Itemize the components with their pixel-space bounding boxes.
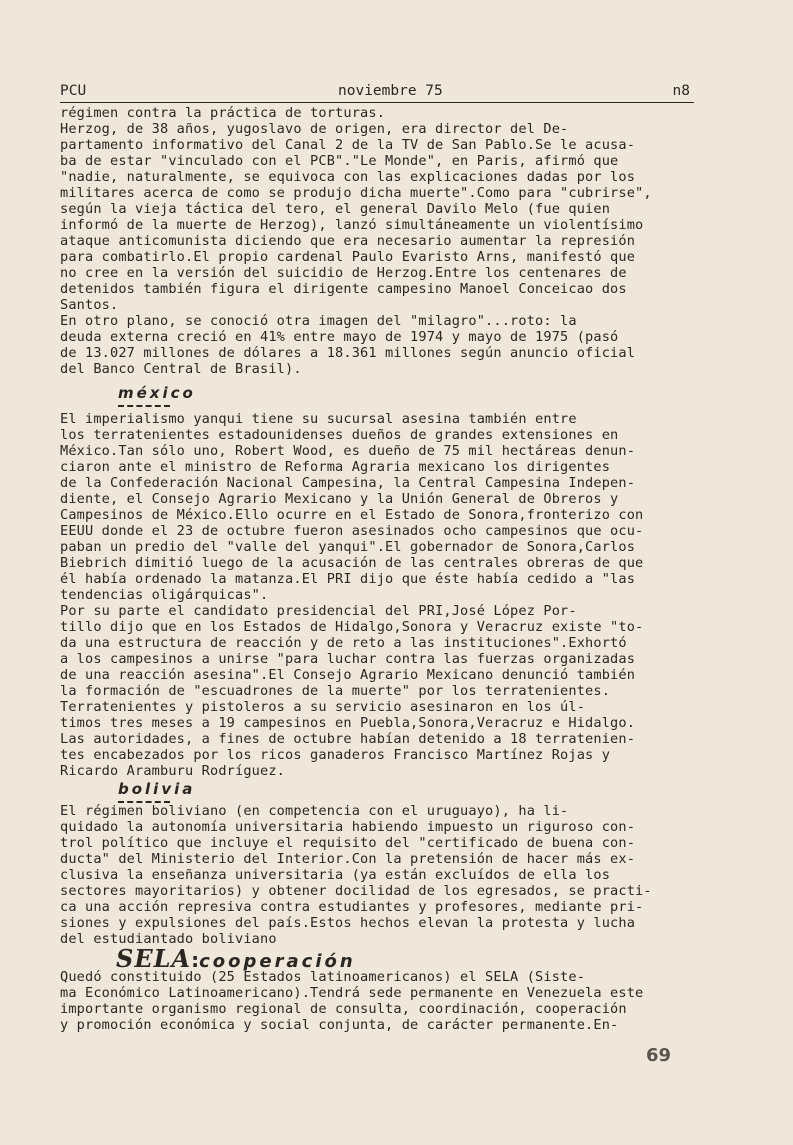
text-line: ataque anticomunista diciendo que era necesario aumentar la represión xyxy=(60,233,636,249)
text-line: él había ordenado la matanza.El PRI dijo que éste había cedido a "las xyxy=(60,571,636,587)
text-line: da una estructura de reacción y de reto a las instituciones".Exhortó xyxy=(60,635,627,651)
text-line: Ricardo Aramburu Rodríguez. xyxy=(60,763,286,779)
text-line: México.Tan sólo uno, Robert Wood, es dueño de 75 mil hectáreas denun- xyxy=(60,443,636,459)
text-line: siones y expulsiones del país.Estos hechos elevan la protesta y lucha xyxy=(60,915,636,931)
text-line: Terratenientes y pistoleros a su servicio asesinaron en los úl- xyxy=(60,699,586,715)
text-line: Campesinos de México.Ello ocurre en el Estado de Sonora,fronterizo con xyxy=(60,507,644,523)
sela-subtitle: cooperación xyxy=(199,951,356,972)
text-line: a los campesinos a unirse "para luchar contra las fuerzas organizadas xyxy=(60,651,636,667)
header-publication: PCU xyxy=(60,83,87,99)
text-line: EEUU donde el 23 de octubre fueron asesinados ocho campesinos que ocu- xyxy=(60,523,644,539)
text-line: del estudiantado boliviano xyxy=(60,931,277,947)
text-line: paban un predio del "valle del yanqui".El gobernador de Sonora,Carlos xyxy=(60,539,636,555)
text-line: no cree en la versión del suicidio de Herzog.Entre los centenares de xyxy=(60,265,627,281)
text-line: importante organismo regional de consulta, coordinación, cooperación xyxy=(60,1001,627,1017)
text-line: según la vieja táctica del tero, el general Davilo Melo (fue quien xyxy=(60,201,611,217)
text-line: ca una acción represiva contra estudiantes y profesores, mediante pri- xyxy=(60,899,644,915)
text-line: los terratenientes estadounidenses dueños de grandes extensiones en xyxy=(60,427,619,443)
text-line: tendencias oligárquicas". xyxy=(60,587,269,603)
header-date: noviembre 75 xyxy=(338,83,443,99)
text-line: informó de la muerte de Herzog), lanzó simultáneamente un violentísimo xyxy=(60,217,644,233)
text-line: diente, el Consejo Agrario Mexicano y la Unión General de Obreros y xyxy=(60,491,619,507)
text-line: Por su parte el candidato presidencial del PRI,José López Por- xyxy=(60,603,577,619)
text-line: Biebrich dimitió luego de la acusación de las centrales obreras de que xyxy=(60,555,644,571)
page-number: 69 xyxy=(646,1045,672,1066)
section-heading-mexico: méxico xyxy=(118,384,196,402)
text-line: Herzog, de 38 años, yugoslavo de origen, era director del De- xyxy=(60,121,569,137)
text-line: tes encabezados por los ricos ganaderos Francisco Martínez Rojas y xyxy=(60,747,611,763)
header-issue-number: n8 xyxy=(672,83,690,99)
text-line: deuda externa creció en 41% entre mayo de 1974 y mayo de 1975 (pasó xyxy=(60,329,619,345)
text-line: ciaron ante el ministro de Reforma Agraria mexicano los dirigentes xyxy=(60,459,611,475)
text-line: de 13.027 millones de dólares a 18.361 millones según anuncio oficial xyxy=(60,345,636,361)
text-line: timos tres meses a 19 campesinos en Puebla,Sonora,Veracruz e Hidalgo. xyxy=(60,715,636,731)
text-line: detenidos también figura el dirigente campesino Manoel Conceicao dos xyxy=(60,281,627,297)
section-heading-sela xyxy=(116,944,356,973)
text-line: sectores mayoritarios) y obtener docilidad de los egresados, se practi- xyxy=(60,883,652,899)
text-line: Las autoridades, a fines de octubre habían detenido a 18 terratenien- xyxy=(60,731,636,747)
text-line: tillo dijo que en los Estados de Hidalgo,Sonora y Veracruz existe "to- xyxy=(60,619,644,635)
text-line: En otro plano, se conoció otra imagen del "milagro"...roto: la xyxy=(60,313,577,329)
text-line: Quedó constituido (25 Estados latinoamericanos) el SELA (Siste- xyxy=(60,969,586,985)
text-line: ba de estar "vinculado con el PCB"."Le Monde", en Paris, afirmó que xyxy=(60,153,619,169)
text-line: "nadie, naturalmente, se equivoca con las explicaciones dadas por los xyxy=(60,169,636,185)
text-line: clusiva la enseñanza universitaria (ya están excluídos de ella los xyxy=(60,867,611,883)
sela-colon: : xyxy=(191,948,200,972)
text-line: quidado la autonomía universitaria habiendo impuesto un riguroso con- xyxy=(60,819,636,835)
text-line: militares acerca de como se produjo dicha muerte".Como para "cubrirse", xyxy=(60,185,652,201)
text-line: de la Confederación Nacional Campesina, la Central Campesina Indepen- xyxy=(60,475,636,491)
page-header xyxy=(60,82,694,103)
text-line: y promoción económica y social conjunta, de carácter permanente.En- xyxy=(60,1017,619,1033)
text-line: régimen contra la práctica de torturas. xyxy=(60,105,386,121)
text-line: trol político que incluye el requisito del "certificado de buena con- xyxy=(60,835,636,851)
text-line: partamento informativo del Canal 2 de la TV de San Pablo.Se le acusa- xyxy=(60,137,636,153)
text-line: ma Económico Latinoamericano).Tendrá sede permanente en Venezuela este xyxy=(60,985,644,1001)
text-line: Santos. xyxy=(60,297,119,313)
section-heading-underline xyxy=(118,405,170,407)
text-line: para combatirlo.El propio cardenal Paulo Evaristo Arns, manifestó que xyxy=(60,249,636,265)
text-line: El imperialismo yanqui tiene su sucursal asesina también entre xyxy=(60,411,577,427)
sela-title: SELA xyxy=(116,944,192,973)
text-line: El régimen boliviano (en competencia con el uruguayo), ha li- xyxy=(60,803,569,819)
text-line: de una reacción asesina".El Consejo Agrario Mexicano denunció también xyxy=(60,667,636,683)
text-line: ducta" del Ministerio del Interior.Con la pretensión de hacer más ex- xyxy=(60,851,636,867)
text-line: del Banco Central de Brasil). xyxy=(60,361,302,377)
section-heading-bolivia: bolivia xyxy=(118,780,196,798)
text-line: la formación de "escuadrones de la muerte" por los terratenientes. xyxy=(60,683,611,699)
